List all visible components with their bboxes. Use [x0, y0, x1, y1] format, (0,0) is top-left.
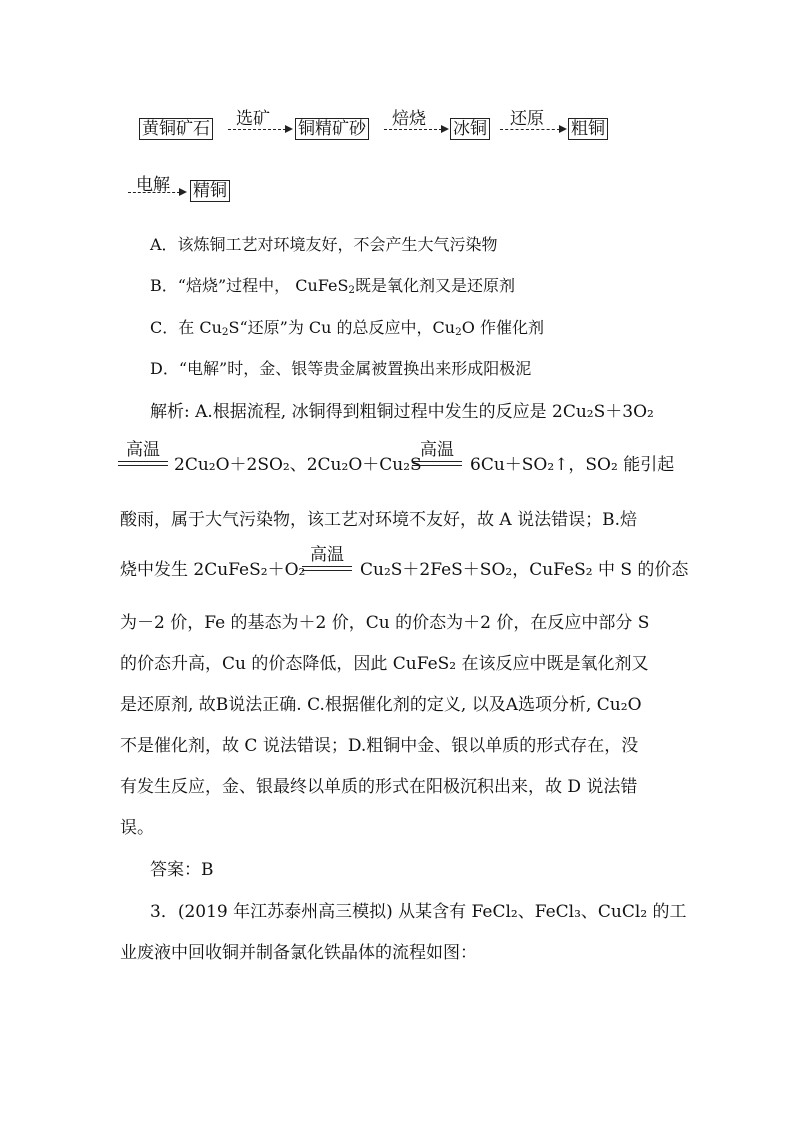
option-d: D．“电解”时，金、银等贵金属被置换出来形成阳极泥 [150, 359, 532, 378]
analysis-line-6: 的价态升高，Cu 的价态降低，因此 CuFeS₂ 在该反应中既是氧化剂又 [120, 654, 649, 674]
question-3-line-2: 业废液中回收铜并制备氯化铁晶体的流程如图： [120, 943, 477, 963]
option-a: A．该炼铜工艺对环境友好，不会产生大气污染物 [150, 235, 498, 254]
flow-arrow [500, 129, 560, 130]
flow-step-label: 焙烧 [392, 109, 426, 129]
analysis-line-8: 不是催化剂，故 C 说法错误；D.粗铜中金、银以单质的形式存在，没 [120, 736, 639, 756]
analysis-line-2a: 2Cu₂O＋2SO₂、2Cu₂O＋Cu₂S [174, 455, 422, 475]
analysis-line-5: 为－2 价，Fe 的基态为＋2 价，Cu 的价态为＋2 价，在反应中部分 S [120, 613, 650, 633]
flow-step-label: 电解 [136, 175, 170, 195]
flow-box-blister: 粗铜 [568, 118, 608, 140]
flow-step-label: 还原 [510, 109, 544, 129]
flow-arrow [128, 192, 180, 193]
reaction-condition: 高温 [118, 440, 168, 466]
flow-box-ore: 黄铜矿石 [139, 118, 213, 140]
reaction-condition: 高温 [412, 440, 462, 466]
analysis-line-10: 误。 [120, 818, 154, 838]
flow-box-matte: 冰铜 [450, 118, 490, 140]
question-3-line-1: 3．(2019 年江苏泰州高三模拟) 从某含有 FeCl₂、FeCl₃、CuCl₂ 的工 [150, 902, 687, 922]
analysis-line-7: 是还原剂, 故B说法正确. C.根据催化剂的定义, 以及A选项分析, Cu₂O [120, 695, 642, 715]
option-c: C．在 $Cu_2S“$还原”为 Cu 的总反应中，$Cu_2O$ 作催化剂 [150, 318, 544, 339]
analysis-line-1: 解析: A.根据流程, 冰铜得到粗铜过程中发生的反应是 2Cu₂S＋3O₂ [150, 402, 654, 422]
analysis-line-3: 酸雨，属于大气污染物，该工艺对环境不友好，故 A 说法错误；B.焙 [120, 510, 637, 530]
flow-arrow [228, 129, 286, 130]
analysis-line-4a: 烧中发生 2CuFeS₂＋O₂ [120, 560, 306, 580]
flow-arrow [384, 129, 442, 130]
reaction-condition: 高温 [302, 545, 352, 571]
answer: 答案：B [150, 860, 214, 880]
flow-box-concentrate: 铜精矿砂 [295, 118, 369, 140]
analysis-line-9: 有发生反应，金、银最终以单质的形式在阳极沉积出来，故 D 说法错 [120, 777, 638, 797]
analysis-line-2b: 6Cu＋SO₂↑，SO₂ 能引起 [470, 455, 675, 475]
analysis-line-4b: Cu₂S＋2FeS＋SO₂，CuFeS₂ 中 S 的价态 [360, 560, 689, 580]
flow-box-refined: 精铜 [190, 180, 230, 202]
option-b: B．“焙烧”过程中， CuFeS$_2$既是氧化剂又是还原剂 [150, 276, 516, 297]
flow-step-label: 选矿 [236, 109, 270, 129]
